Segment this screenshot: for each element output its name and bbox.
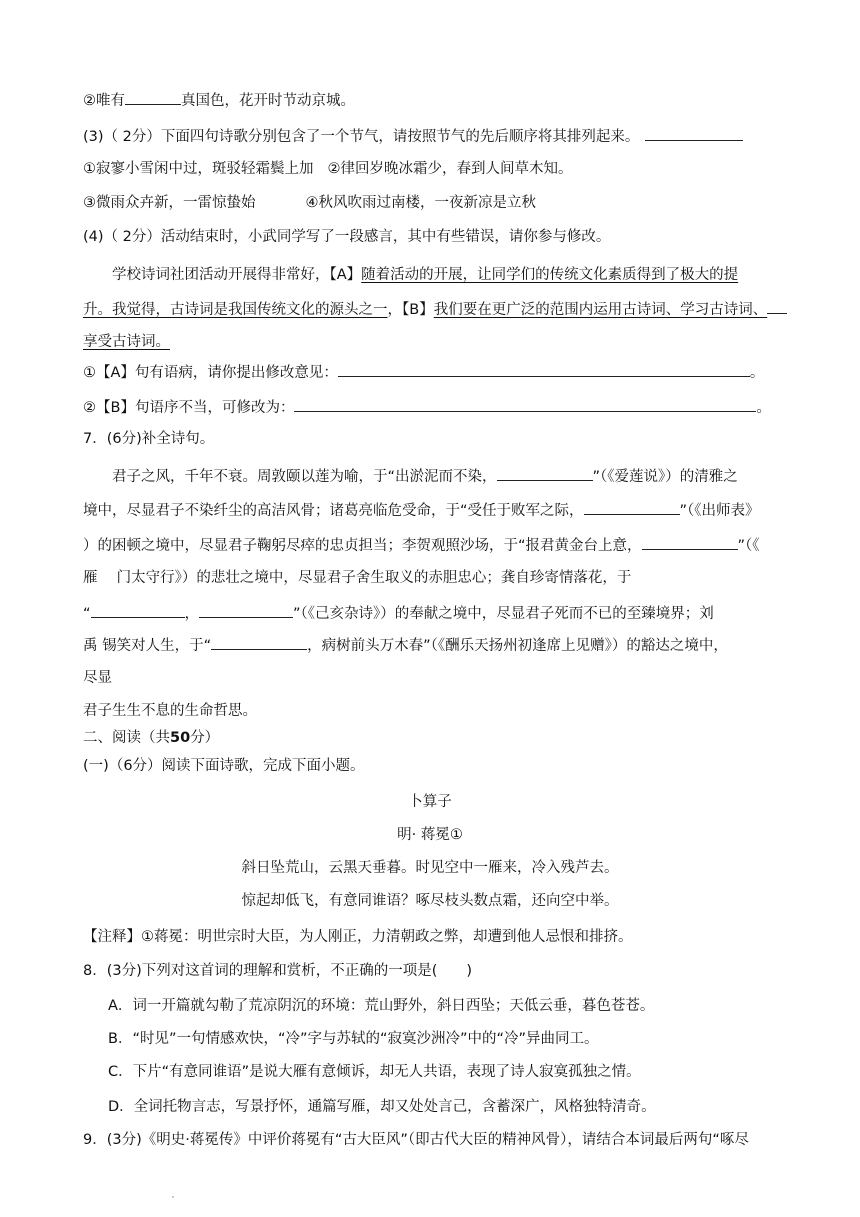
q7-text: “ [83, 606, 91, 622]
period: 。 [756, 400, 771, 416]
sentence-a-underlined: 随着活动的开展，让同学们的传统文化素质得到了极大的提 [361, 267, 739, 283]
q7-text: 境中，尽显君子不染纤尘的高洁风骨；诸葛亮临危受命，于“受任于败军之际， [83, 503, 584, 519]
q6-3-option-2: ②律回岁晚冰霜少，春到人间草木知。 [327, 161, 573, 177]
q7-line8: 君子生生不息的生命哲思。 [83, 703, 257, 719]
section-sub-heading: (一)（6分）阅读下面诗歌，完成下面小题。 [83, 758, 365, 774]
answer-blank[interactable] [294, 397, 756, 412]
q6-4-stem: (4)（ 2分）活动结束时，小武同学写了一段感言，其中有些错误，请你参与修改。 [83, 229, 611, 245]
q6-3-stem-text: (3)（ 2分）下面四句诗歌分别包含了一个节气，请按照节气的先后顺序将其排列起来。 [83, 129, 640, 145]
poem-author: 明· 蒋冕① [397, 827, 463, 843]
q6-3-stem [83, 126, 743, 147]
answer-blank[interactable] [199, 603, 293, 618]
q8-option-c[interactable]: C．下片“有意同谁语”是说大雁有意倾诉，却无人共语，表现了诗人寂寞孤独之情。 [108, 1064, 641, 1080]
section-heading [83, 728, 219, 748]
q7-line5 [83, 603, 714, 624]
answer-blank[interactable] [125, 90, 181, 105]
q6-4-a-question [83, 362, 764, 383]
q6-3-options-row2 [83, 193, 536, 213]
poem-note: 【注释】①蒋冕：明世宗时大臣，为人刚正，力清朝政之弊，却遭到他人忌恨和排挤。 [83, 929, 633, 945]
q6-4-passage-line2 [83, 299, 787, 320]
q6-2-line [83, 90, 355, 111]
section-score: 50 [170, 730, 191, 746]
q7-stem: 7．(6分)补全诗句。 [83, 431, 215, 447]
poem-line-2: 惊起却低飞，有意同谁语？啄尽枝头数点霜，还向空中举。 [241, 893, 619, 909]
q6-2-text-a: ②唯有 [83, 93, 125, 109]
q7-line2 [83, 500, 760, 521]
q7-text: 禹 锡笑对人生，于“ [83, 638, 212, 654]
q7-line3 [83, 535, 760, 556]
q6-2-text-b: 真国色，花开时节动京城。 [181, 93, 355, 109]
passage-text: ，【B】 [387, 302, 434, 318]
q7-line7: 尽显 [83, 670, 112, 686]
page-speck [172, 1196, 174, 1198]
sentence-a-underlined: 升。我觉得，古诗词是我国传统文化的源头之一 [83, 302, 388, 318]
poem-line-1: 斜日坠荒山，云黑天垂暮。时见空中一雁来，冷入残芦去。 [241, 860, 619, 876]
q7-text: ，病树前头万木春”（《酬乐天扬州初逢席上见赠》）的豁达之境中， [307, 638, 728, 654]
q7-text: ）的困顿之境中，尽显君子鞠躬尽瘁的忠贞担当；李贺观照沙场，于“报君黄金台上意， [83, 538, 642, 554]
q6-4-passage-line3 [83, 332, 170, 352]
q8-option-d[interactable]: D．全词托物言志，写景抒怀，通篇写雁，却又处处言己，含蓄深广，风格独特清奇。 [108, 1099, 656, 1115]
a-question-text: ①【A】句有语病，请你提出修改意见： [83, 365, 338, 381]
answer-blank[interactable] [91, 603, 185, 618]
q6-3-option-1: ①寂寥小雪闲中过，斑驳轻霜鬓上加 [83, 161, 314, 177]
q7-text: ， [184, 606, 200, 622]
answer-blank[interactable] [645, 126, 743, 141]
sentence-b-underlined: 我们要在更广泛的范围内运用古诗词、学习古诗词、 [433, 302, 768, 318]
answer-blank[interactable] [211, 635, 307, 650]
q7-text: ”（《出师表》 [679, 503, 760, 519]
answer-blank[interactable] [497, 466, 593, 481]
q6-3-option-4: ④秋风吹雨过南楼，一夜新凉是立秋 [305, 195, 536, 211]
period: 。 [749, 365, 765, 381]
underline-tail [767, 299, 787, 314]
q8-option-b[interactable]: B．“时见”一句情感欢快，“冷”字与苏轼的“寂寞沙洲冷”中的“冷”异曲同工。 [108, 1031, 599, 1047]
q7-line6 [83, 635, 728, 656]
q7-text: ”（《 [737, 538, 760, 554]
q9-stem: 9．(3分)《明史·蒋冕传》中评价蒋冕有“古大臣风”（即古代大臣的精神风骨），请结合本词最后两句“啄尽 [83, 1132, 749, 1148]
q8-stem: 8．(3分)下列对这首词的理解和赏析，不正确的一项是( ) [83, 963, 473, 979]
q6-3-option-3: ③微雨众卉新，一雷惊蛰始 [83, 195, 256, 211]
b-question-text: ②【B】句语序不当，可修改为： [83, 400, 295, 416]
answer-blank[interactable] [642, 535, 738, 550]
poem-title: 卜算子 [408, 794, 452, 810]
q6-3-options-row1 [83, 159, 573, 179]
q7-text: ”（《己亥杂诗》）的奉献之境中，尽显君子死而不已的至臻境界；刘 [293, 606, 714, 622]
passage-text: 学校诗词社团活动开展得非常好，【A】 [112, 267, 362, 283]
answer-blank[interactable] [338, 362, 750, 377]
q8-option-a[interactable]: A．词一开篇就勾勒了荒凉阴沉的环境：荒山野外，斜日西坠；天低云垂，暮色苍苍。 [108, 998, 655, 1014]
answer-blank[interactable] [584, 500, 680, 515]
section-heading-text: 分） [190, 730, 220, 746]
sentence-b-underlined: 享受古诗词。 [83, 334, 170, 350]
q6-4-passage-line1 [112, 265, 738, 285]
q7-line1 [112, 466, 738, 487]
q6-4-b-question [83, 397, 771, 418]
section-heading-text: 二、阅读（共 [83, 730, 170, 746]
q7-text: ”（《爱莲说》）的清雅之 [592, 469, 738, 485]
q7-text: 君子之风，千年不衰。周敦颐以莲为喻，于“出淤泥而不染， [112, 469, 497, 485]
q7-line4: 雁 门太守行》）的悲壮之境中，尽显君子舍生取义的赤胆忠心；龚自珍寄情落花，于 [83, 570, 632, 586]
